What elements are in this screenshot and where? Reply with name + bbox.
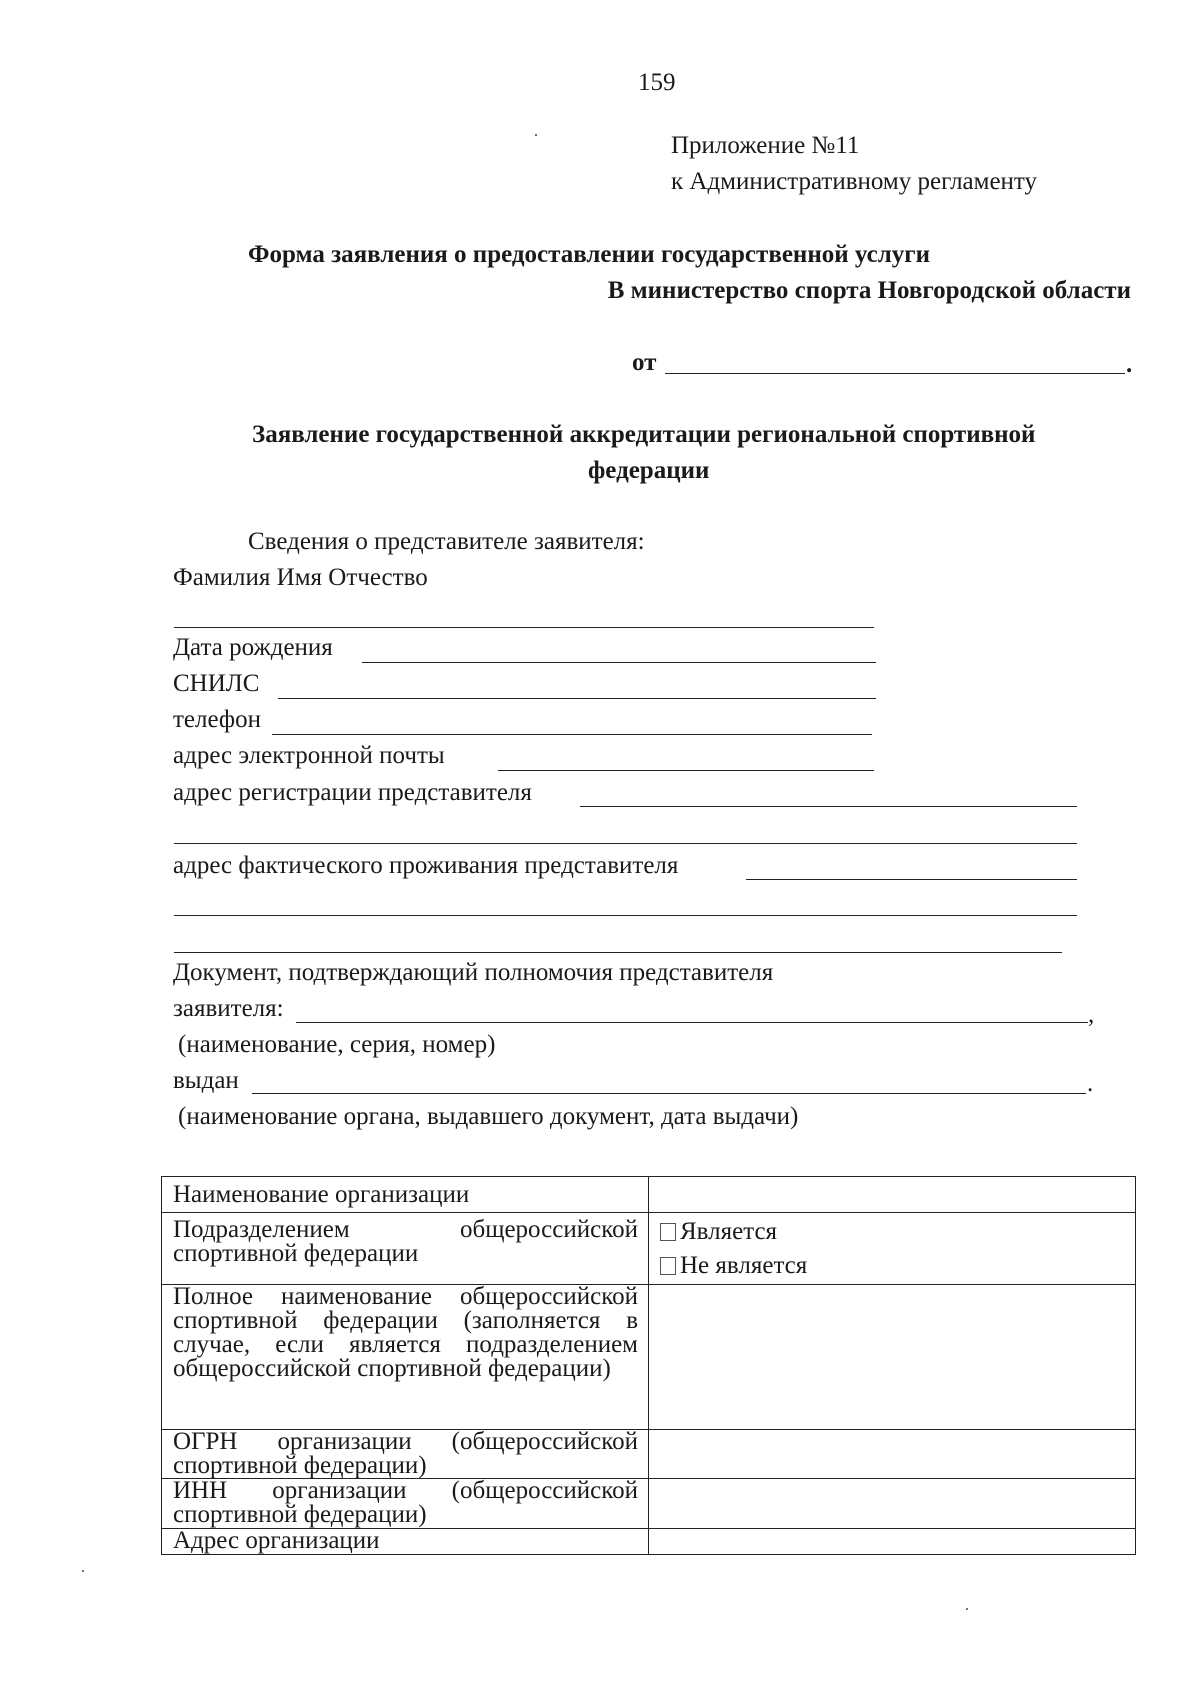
org-name-label: Наименование организации <box>162 1177 649 1213</box>
authority-document-end: , <box>1088 1001 1095 1028</box>
option-yes[interactable] <box>660 1215 1125 1249</box>
registration-address-field[interactable] <box>580 806 1077 807</box>
scan-speck <box>535 134 537 136</box>
checkbox-icon[interactable] <box>660 1223 676 1241</box>
recipient: В министерство спорта Новгородской области <box>607 277 1131 304</box>
table-row <box>162 1529 1136 1555</box>
authority-document-field[interactable] <box>296 1022 1088 1023</box>
inn-value-cell[interactable] <box>649 1479 1136 1529</box>
page-number: 159 <box>638 69 676 96</box>
actual-address-field-2[interactable] <box>174 915 1077 916</box>
snils-label: СНИЛС <box>173 670 260 697</box>
birth-date-label: Дата рождения <box>173 634 333 661</box>
full-name-label: Фамилия Имя Отчество <box>173 564 428 591</box>
actual-address-label: адрес фактического проживания представителя <box>173 852 679 879</box>
issued-label: выдан <box>173 1067 239 1094</box>
issued-field[interactable] <box>252 1093 1086 1094</box>
address-value-cell[interactable] <box>649 1529 1136 1555</box>
email-label: адрес электронной почты <box>173 742 445 769</box>
authority-document-label: Документ, подтверждающий полномочия представителя <box>173 959 774 986</box>
registration-address-label: адрес регистрации представителя <box>173 779 532 806</box>
appendix-reference: к Административному регламенту <box>671 168 1038 195</box>
table-row <box>162 1177 1136 1213</box>
table-row <box>162 1213 1136 1285</box>
option-yes-label: Является <box>680 1218 778 1245</box>
actual-address-field[interactable] <box>746 879 1077 880</box>
scan-speck <box>82 1570 84 1572</box>
address-label: Адрес организации <box>162 1529 649 1555</box>
actual-address-field-3[interactable] <box>174 952 1062 953</box>
option-no-label: Не является <box>680 1252 808 1279</box>
organization-table <box>161 1176 1136 1555</box>
checkbox-icon[interactable] <box>660 1257 676 1275</box>
from-field[interactable] <box>665 373 1125 374</box>
issuer-hint: (наименование органа, выдавшего документ, дата выдачи) <box>178 1103 799 1130</box>
inn-label: ИНН организации (общероссийской спортивной федерации) <box>162 1479 649 1529</box>
phone-field[interactable] <box>272 734 872 735</box>
document-name-hint: (наименование, серия, номер) <box>178 1031 496 1058</box>
subdivision-label: Подразделением общероссийской спортивной федерации <box>162 1213 649 1285</box>
table-row <box>162 1479 1136 1529</box>
issued-end-dot: . <box>1087 1070 1094 1097</box>
form-title: Форма заявления о предоставлении государственной услуги <box>248 241 930 268</box>
from-end-dot: . <box>1126 351 1133 378</box>
ogrn-label: ОГРН организации (общероссийской спортивной федерации) <box>162 1430 649 1479</box>
from-label: от <box>632 349 657 376</box>
authority-document-label-2: заявителя: <box>173 995 284 1022</box>
org-name-value-cell[interactable] <box>649 1177 1136 1213</box>
table-row <box>162 1285 1136 1430</box>
snils-field[interactable] <box>278 698 876 699</box>
application-title: Заявление государственной аккредитации региональной спортивной <box>252 421 1036 448</box>
appendix-number: Приложение №11 <box>671 132 860 159</box>
subdivision-options <box>649 1213 1136 1285</box>
application-title-line2: федерации <box>588 457 710 484</box>
scan-speck <box>966 1608 968 1610</box>
phone-label: телефон <box>173 706 261 733</box>
birth-date-field[interactable] <box>362 662 876 663</box>
representative-heading: Сведения о представителе заявителя: <box>248 528 645 555</box>
full-federation-name-label: Полное наименование общероссийской спортивной федерации (заполняется в случае, если является подразделением общероссийской спортивной федерации) <box>162 1285 649 1430</box>
full-federation-name-value-cell[interactable] <box>649 1285 1136 1430</box>
full-name-field[interactable] <box>174 627 874 628</box>
table-row <box>162 1430 1136 1479</box>
ogrn-value-cell[interactable] <box>649 1430 1136 1479</box>
option-no[interactable] <box>660 1249 1125 1283</box>
registration-address-field-2[interactable] <box>174 843 1077 844</box>
email-field[interactable] <box>498 770 874 771</box>
